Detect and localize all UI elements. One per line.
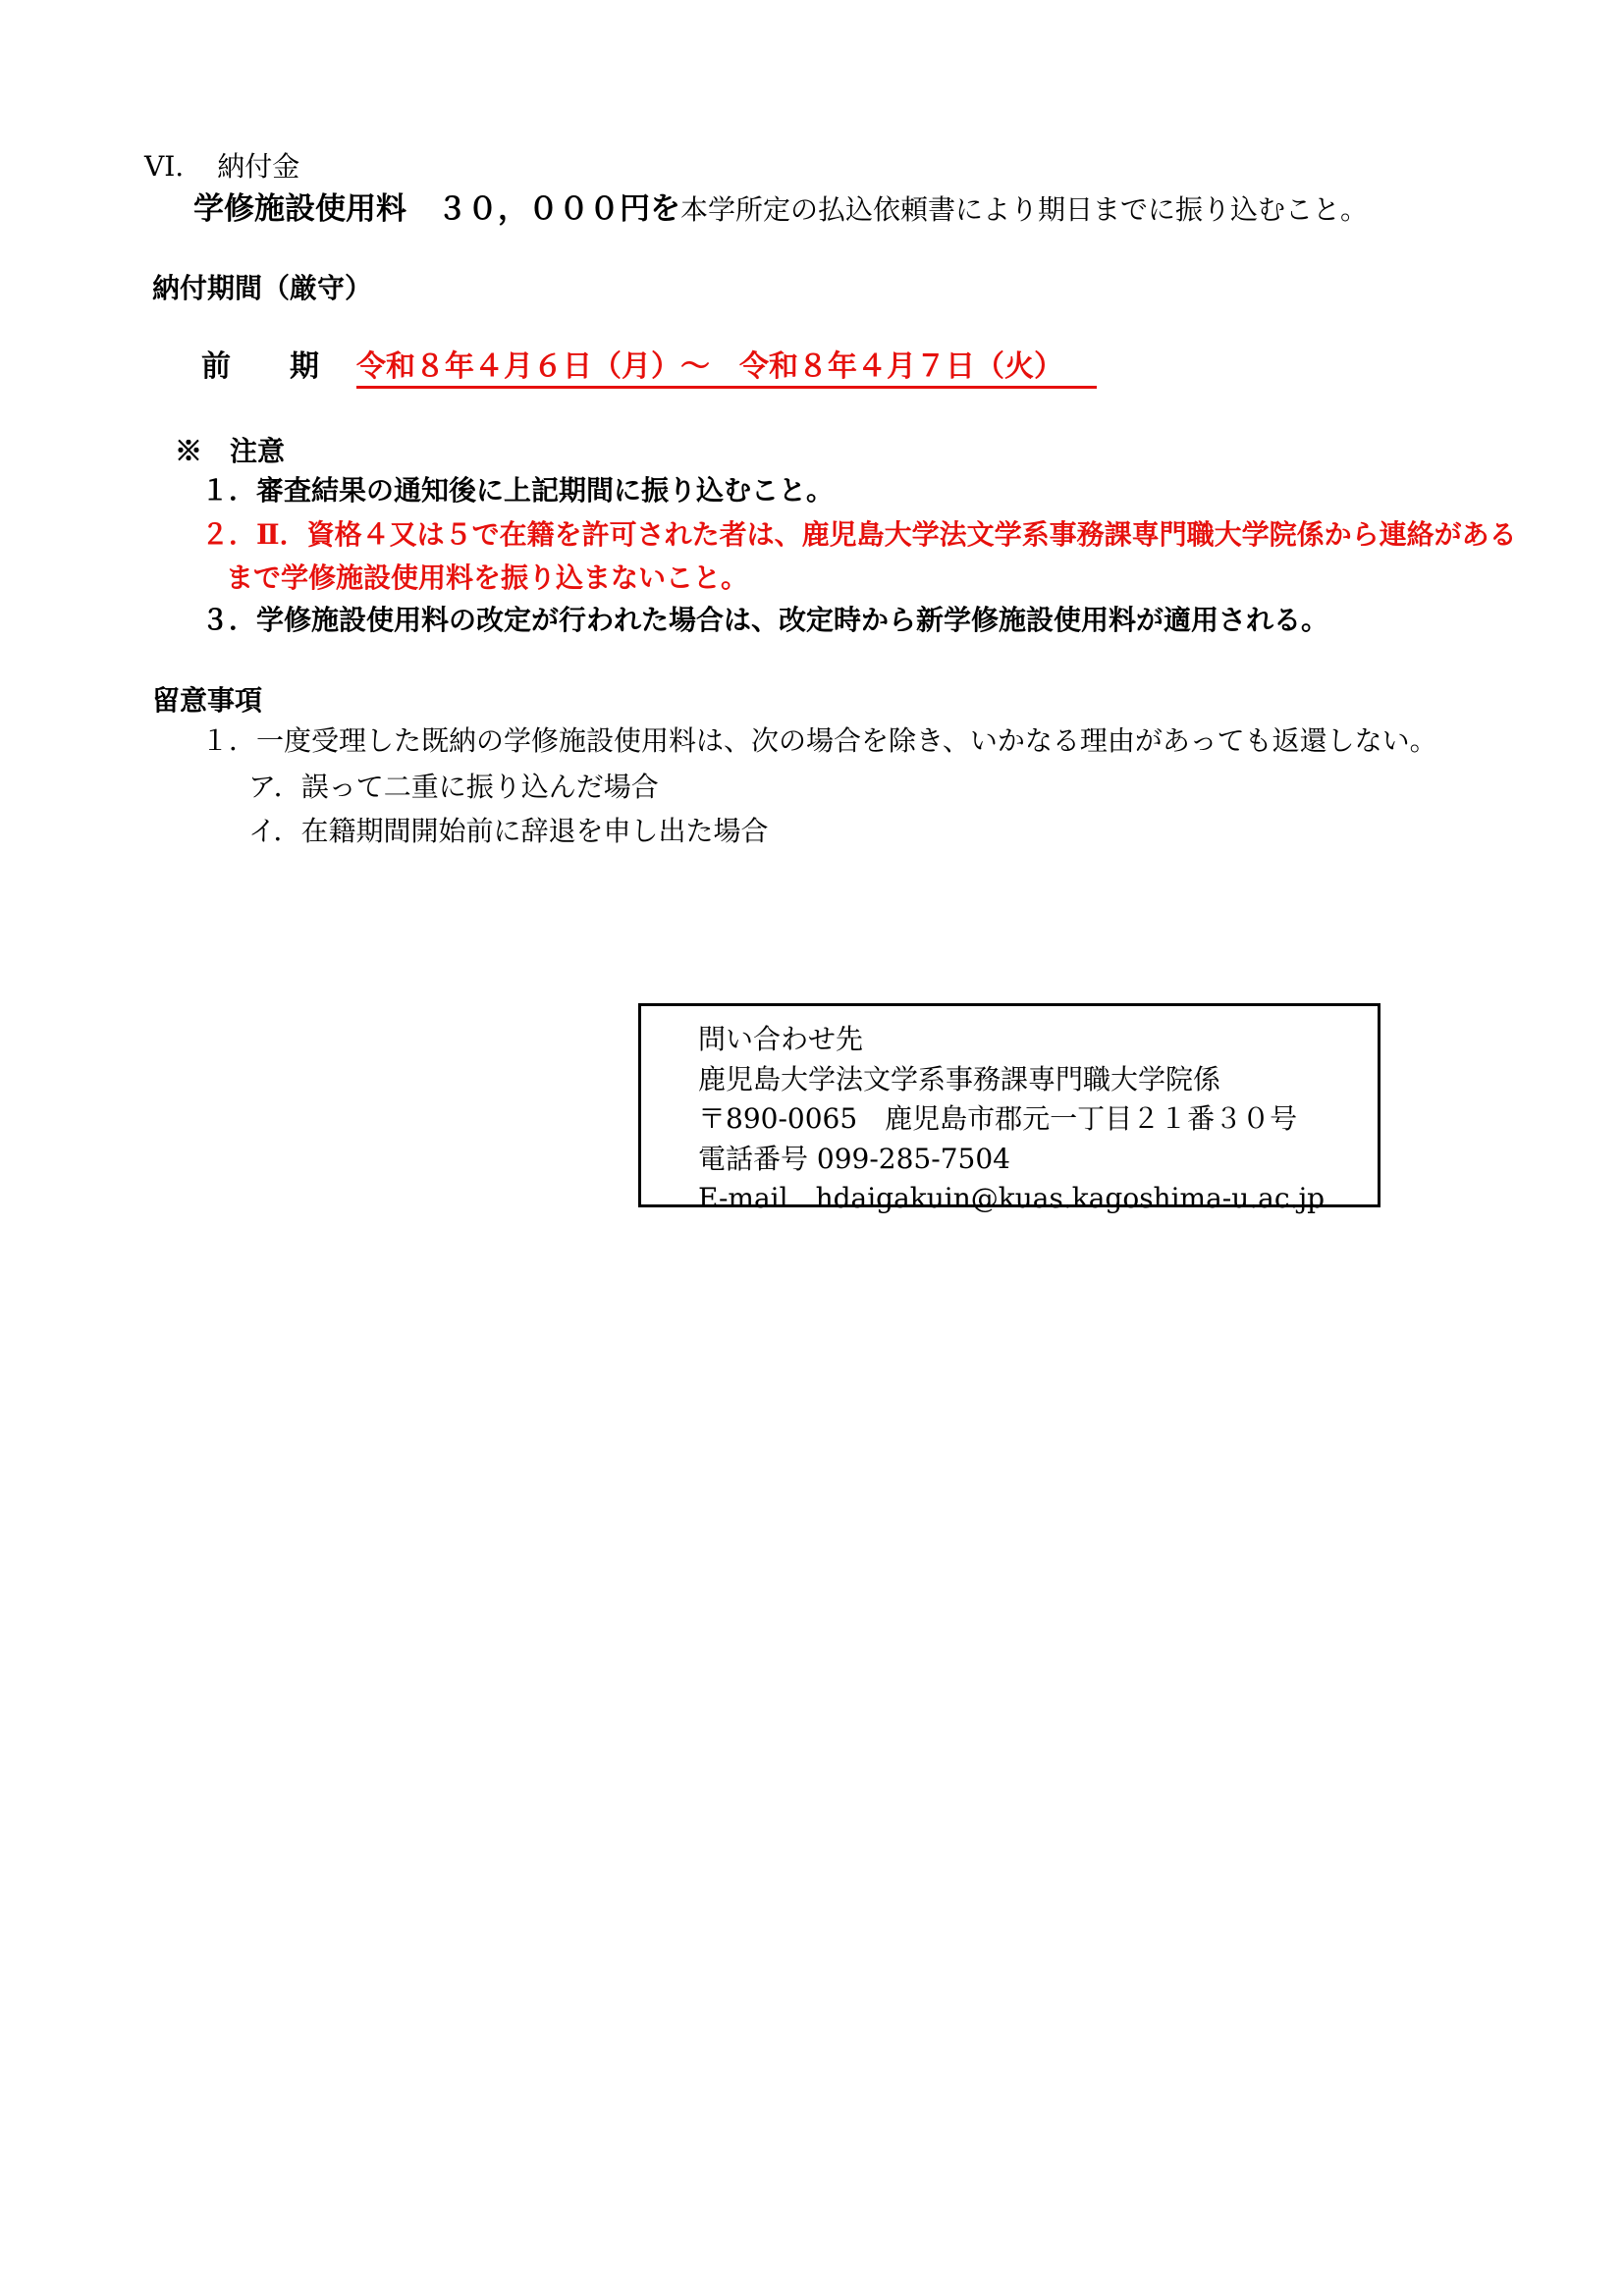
contact-title: 問い合わせ先 — [698, 1023, 864, 1055]
notice-item-2-line-2: まで学修施設使用料を振り込まないこと。 — [226, 561, 749, 594]
fee-amount: 学修施設使用料 ３０，０００円を — [193, 191, 680, 227]
remarks-heading: 留意事項 — [152, 684, 263, 717]
section-heading — [144, 145, 299, 185]
contact-department: 鹿児島大学法文学系事務課専門職大学院係 — [698, 1062, 1221, 1095]
fee-sentence — [193, 184, 1368, 228]
contact-email: E-mail hdaigakuin@kuas.kagoshima-u.ac.jp — [698, 1182, 1326, 1214]
remarks-sub-a: ア．誤って二重に振り込んだ場合 — [248, 771, 659, 803]
fee-instruction: 本学所定の払込依頼書により期日までに振り込むこと。 — [680, 193, 1369, 226]
notice-heading: ※ 注意 — [175, 435, 286, 467]
contact-phone: 電話番号 099-285-7504 — [698, 1142, 1010, 1175]
notice-item-2-line-1: ２．Ⅱ．資格４又は５で在籍を許可された者は、鹿児島大学法文学系事務課専門職大学院係から連絡がある — [201, 518, 1517, 551]
remarks-item-1: １．一度受理した既納の学修施設使用料は、次の場合を除き、いかなる理由があっても返還しない。 — [201, 724, 1437, 757]
term-dates: 令和８年４月６日（月）～ 令和８年４月７日（火） — [356, 349, 1097, 389]
notice-item-3: ３．学修施設使用料の改定が行われた場合は、改定時から新学修施設使用料が適用される。 — [201, 604, 1329, 636]
section-title: 納付金 — [217, 150, 300, 183]
term-label: 前 期 — [201, 349, 319, 384]
notice-item-1: １．審査結果の通知後に上記期間に振り込むこと。 — [201, 474, 835, 507]
section-number: VI. — [144, 150, 185, 183]
payment-period-row — [201, 342, 1097, 385]
remarks-sub-b: イ．在籍期間開始前に辞退を申し出た場合 — [248, 815, 769, 847]
payment-period-heading: 納付期間（厳守） — [152, 272, 373, 304]
contact-address: 〒890-0065 鹿児島市郡元一丁目２１番３０号 — [698, 1102, 1298, 1135]
contact-box — [638, 1003, 1380, 1214]
